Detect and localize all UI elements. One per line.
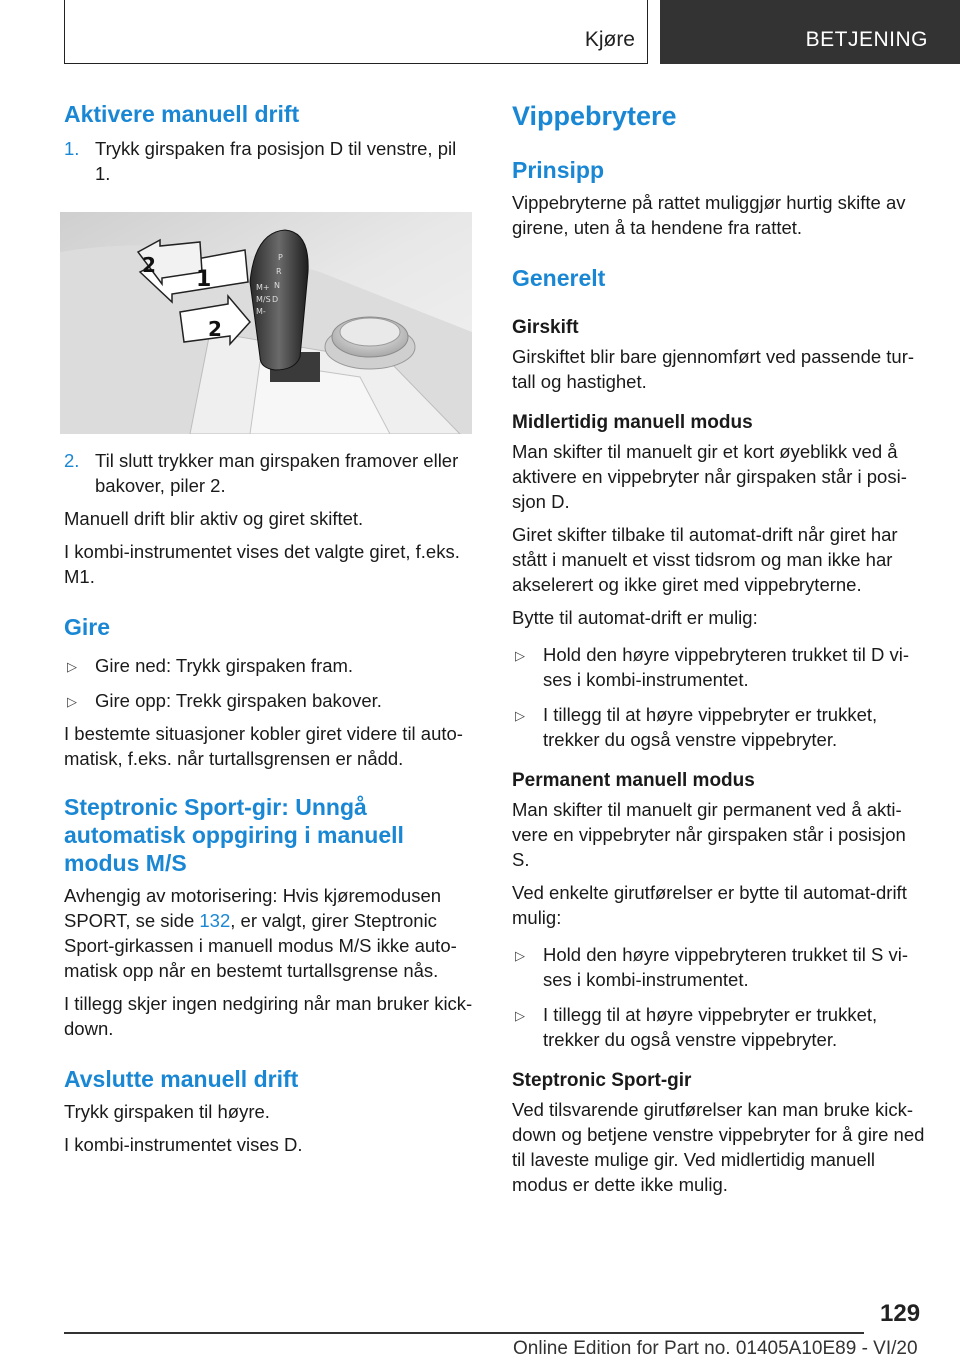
heading-vippebrytere: Vippebrytere — [512, 101, 677, 131]
heading-midlertidig-modus: Midlertidig manuell modus — [512, 412, 753, 433]
step-2 — [64, 448, 476, 498]
paragraph-avhengig-text-end: , er valgt, girer Steptronic Sport-girkassen i manuell modus M/S ikke auto-matisk opp når en bestemt turtallsgrense nås. — [64, 910, 457, 981]
heading-avslutte-manuell-drift: Avslutte manuell drift — [64, 1066, 299, 1092]
list-item-venstre-2 — [512, 1002, 928, 1052]
heading-permanent-modus: Permanent manuell modus — [512, 770, 755, 791]
heading-steptronic-sport: Steptronic Sport-gir: Unngå automatisk oppgiring i manuell modus M/S — [64, 794, 404, 876]
paragraph-trykk-hoyre: Trykk girspaken til høyre. — [64, 1101, 270, 1122]
triangle-bullet-icon: ▷ — [515, 948, 525, 963]
arrow-1-label: 1 — [196, 267, 212, 292]
paragraph-manuell-aktiv: Manuell drift blir aktiv og giret skiftet. — [64, 508, 364, 529]
page-link-132[interactable]: 132 — [199, 910, 231, 931]
footer-divider — [64, 1332, 864, 1334]
gire-item-text: Gire opp: Trekk girspaken bakover. — [95, 690, 382, 711]
heading-prinsipp: Prinsipp — [512, 157, 605, 183]
list-item-venstre-1 — [512, 702, 928, 752]
heading-girskift: Girskift — [512, 317, 579, 338]
step-2-number: 2. — [64, 450, 80, 471]
paragraph-prinsipp: Vippebryterne på rattet muliggjør hurtig skifte av girene, uten å ta hendene fra rattet. — [512, 192, 906, 238]
gear-lever-illustration — [60, 212, 472, 434]
paragraph-giret-tilbake: Giret skifter tilbake til automat-drift når giret har stått i manuelt et visst tidsrom og man ikke har akselerert og ikke giret med vippebryterne. — [512, 524, 898, 595]
page-number: 129 — [880, 1300, 921, 1327]
arrow-2-forward-label: 2 — [142, 253, 156, 277]
triangle-bullet-icon: ▷ — [67, 659, 77, 674]
left-column — [64, 100, 476, 1157]
list-item-text: I tillegg til at høyre vippebryter er trukket, trekker du også venstre vippebryter. — [543, 704, 878, 750]
paragraph-avhengig — [64, 883, 476, 983]
lever-label-r: R — [276, 267, 282, 276]
lever-label-mplus: M+ — [256, 283, 270, 292]
paragraph-bytte-automat: Bytte til automat-drift er mulig: — [512, 607, 758, 628]
gire-item-text: Gire ned: Trykk girspaken fram. — [95, 655, 354, 676]
lever-label-mminus: M- — [256, 307, 266, 316]
list-item-text: Hold den høyre vippebryteren trukket til D vi-ses i kombi-instrumentet. — [543, 644, 910, 690]
header-chapter-title: BETJENING — [805, 28, 928, 51]
header-section-box — [64, 0, 648, 64]
step-1 — [64, 136, 476, 186]
triangle-bullet-icon: ▷ — [515, 648, 525, 663]
step-2-text: Til slutt trykker man girspaken framover eller bakover, piler 2. — [95, 450, 459, 496]
lever-label-p: P — [278, 253, 283, 262]
heading-steptronic-sport-gir: Steptronic Sport-gir — [512, 1070, 692, 1091]
lever-label-d: D — [272, 295, 279, 304]
triangle-bullet-icon: ▷ — [515, 708, 525, 723]
list-item-text: I tillegg til at høyre vippebryter er trukket, trekker du også venstre vippebryter. — [543, 1004, 878, 1050]
footer-edition: Online Edition for Part no. 01405A10E89 - VI/20 — [513, 1338, 918, 1359]
paragraph-gire-automatisk: I bestemte situasjoner kobler giret videre til auto-matisk, f.eks. når turtallsgrensen er nådd. — [64, 723, 463, 769]
paragraph-enkelte-girutforelser: Ved enkelte girutførelser er bytte til automat-drift mulig: — [512, 882, 907, 928]
paragraph-girskift: Girskiftet blir bare gjennomført ved passende tur-tall og hastighet. — [512, 346, 915, 392]
right-column — [512, 100, 928, 1197]
header-section-title: Kjøre — [584, 28, 635, 51]
lever-label-n: N — [274, 281, 280, 290]
heading-generelt: Generelt — [512, 265, 606, 291]
paragraph-avhengig-text: Avhengig av motorisering: Hvis kjøremodusen SPORT, se side — [64, 885, 442, 931]
step-1-number: 1. — [64, 138, 80, 159]
header-chapter-box — [660, 0, 960, 64]
heading-aktivere-manuell-drift: Aktivere manuell drift — [64, 101, 300, 127]
gire-item-ned — [64, 653, 476, 678]
paragraph-permanent: Man skifter til manuelt gir permanent ved å akti-vere en vippebryter når girspaken står i posisjon S. — [512, 799, 906, 870]
list-item-text: Hold den høyre vippebryteren trukket til S vi-ses i kombi-instrumentet. — [543, 944, 909, 990]
lever-label-ms: M/S — [256, 295, 271, 304]
heading-gire: Gire — [64, 614, 111, 640]
gire-item-opp — [64, 688, 476, 713]
list-item-hold-d — [512, 642, 928, 692]
paragraph-kombi-instrument: I kombi-instrumentet vises det valgte giret, f.eks. M1. — [64, 541, 460, 587]
list-item-hold-s — [512, 942, 928, 992]
arrow-2-back-label: 2 — [208, 317, 222, 341]
paragraph-steptronic-sport-gir: Ved tilsvarende girutførelser kan man bruke kick-down og betjene venstre vippebryter for å gire ned til laveste mulige gir. Ved midlertidig manuell modus er dette ikke mulig. — [512, 1099, 925, 1195]
triangle-bullet-icon: ▷ — [515, 1008, 525, 1023]
triangle-bullet-icon: ▷ — [67, 694, 77, 709]
paragraph-vises-d: I kombi-instrumentet vises D. — [64, 1134, 303, 1155]
paragraph-midlertidig: Man skifter til manuelt gir et kort øyeblikk ved å aktivere en vippebryter når girspaken står i posi-sjon D. — [512, 441, 907, 512]
step-1-text: Trykk girspaken fra posisjon D til venstre, pil 1. — [95, 138, 457, 184]
paragraph-kick-down: I tillegg skjer ingen nedgiring når man bruker kick-down. — [64, 993, 473, 1039]
